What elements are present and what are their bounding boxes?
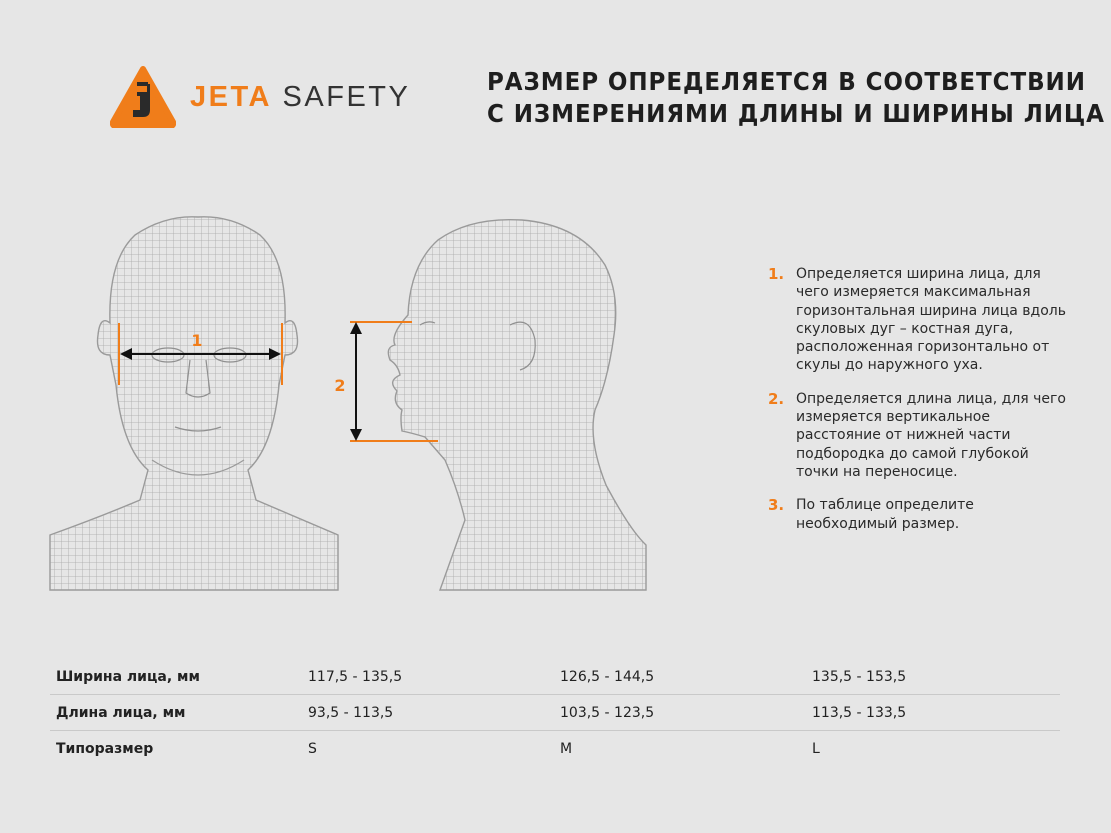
jeta-logo-icon [110, 66, 176, 128]
step-text: Определяется ширина лица, для чего измеряется максимальная горизонтальная ширина лица вдоль скуловых дуг – костная дуга, расположенная горизонтально от скулы до наружного уха. [796, 266, 1066, 374]
row-label: Ширина лица, мм [56, 668, 200, 685]
table-cell: M [554, 731, 806, 767]
brand-logo [110, 66, 410, 128]
instruction-step [768, 390, 1068, 481]
table-row [50, 695, 1060, 731]
page-title-line-2: С ИЗМЕРЕНИЯМИ ДЛИНЫ И ШИРИНЫ ЛИЦА [487, 99, 1105, 128]
instruction-step [768, 496, 1068, 533]
table-cell: 93,5 - 113,5 [302, 695, 554, 731]
table-cell: 135,5 - 153,5 [812, 668, 907, 685]
step-text: Определяется длина лица, для чего измеряется вертикальное расстояние от нижней части подбородка до самой глубокой точки на переносице. [796, 390, 1066, 480]
step-number: 3. [768, 496, 785, 515]
front-head-figure [50, 217, 338, 590]
brand-name-bold: JETA [190, 80, 272, 113]
table-cell: 117,5 - 135,5 [308, 668, 403, 685]
step-number: 2. [768, 389, 785, 408]
brand-name [190, 80, 411, 113]
face-measurement-illustration [40, 205, 660, 595]
row-label: Типоразмер [50, 731, 302, 767]
size-table [50, 659, 1060, 766]
profile-head-figure [334, 220, 646, 590]
brand-name-light: SAFETY [282, 80, 411, 113]
table-cell: 126,5 - 144,5 [560, 668, 655, 685]
length-marker-label: 2 [334, 376, 346, 395]
table-cell: S [302, 731, 554, 767]
instruction-step [768, 265, 1068, 375]
table-cell: L [806, 731, 1060, 767]
step-text: По таблице определите необходимый размер. [796, 497, 974, 532]
instruction-steps [768, 265, 1068, 548]
page-title-line-1: РАЗМЕР ОПРЕДЕЛЯЕТСЯ В СООТВЕТСТВИИ [487, 67, 1086, 96]
table-cell: 113,5 - 133,5 [806, 695, 1060, 731]
table-row [50, 659, 1060, 695]
table-cell: 103,5 - 123,5 [554, 695, 806, 731]
row-label: Длина лица, мм [50, 695, 302, 731]
table-row [50, 731, 1060, 767]
width-marker-label: 1 [191, 331, 203, 350]
step-number: 1. [768, 265, 785, 283]
page-title [487, 66, 1105, 130]
